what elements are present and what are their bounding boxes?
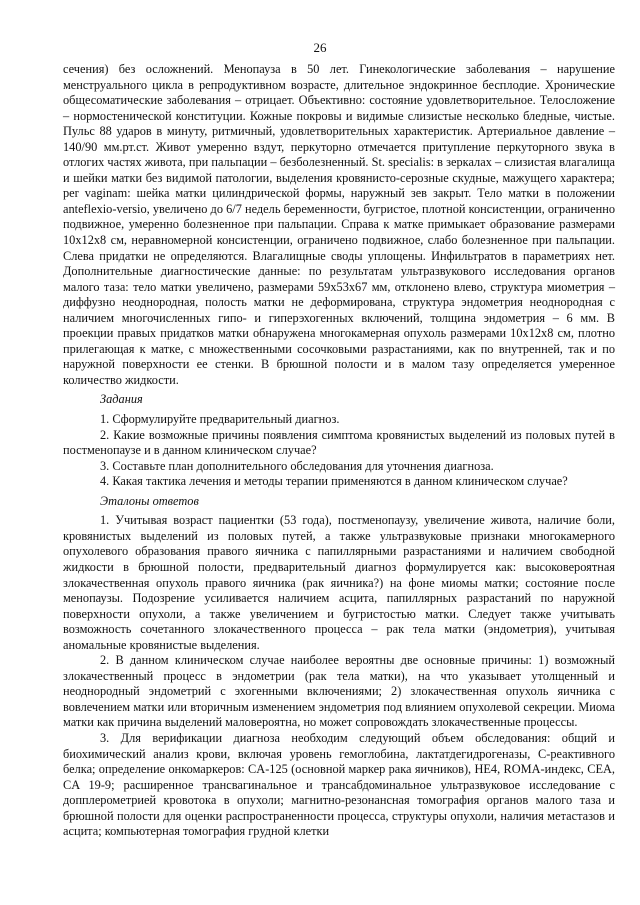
task-item: 1. Сформулируйте предварительный диагноз. bbox=[100, 412, 340, 427]
answer-paragraph: 2. В данном клиническом случае наиболее вероятны две основные причины: 1) возможный злокачественный процесс в эндометрии (рак тела матки), на что указывает утолщенный и неоднородный эндометрий с эхогенными включениями; 2) злокачественная опухоль яичника с вовлечением матки или вторичным изменением эндометрия под влиянием опухолевой секреции. Миома матки как причина выделений маловероятна, но может сопровождать злокачественные процессы. bbox=[63, 653, 615, 730]
page-number: 26 bbox=[313, 40, 327, 55]
task-item: 4. Какая тактика лечения и методы терапии применяются в данном клиническом случае? bbox=[100, 474, 568, 489]
task-item: 3. Составьте план дополнительного обследования для уточнения диагноза. bbox=[100, 458, 494, 473]
case-paragraph: сечения) без осложнений. Менопауза в 50 лет. Гинекологические заболевания – нарушение менструального цикла в репродуктивном возрасте, длительное эндокринное бесплодие. Хронические общесоматические заболевания – отрицает. Объективно: состояние удовлетворительное. Телосложение – нормостенической конституции. Кожные покровы и видимые слизистые несколько бледные, чистые. Пульс 88 ударов в минуту, ритмичный, удовлетворительных характеристик. Артериальное давление – 140/90 мм.рт.ст. Живот умеренно вздут, перкуторно отмечается притупление перкуторного звука в отлогих частях живота, при пальпации – безболезненный. St. specialis: в зеркалах – слизистая влагалища и шейки матки без видимой патологии, выделения кровянисто-серозные скудные, мажущего характера; per vaginam: шейка матки цилиндрической формы, наружный зев закрыт. Тело матки в положении anteflexio-versio, увеличено до 6/7 недель беременности, бугристое, плотной консистенции, ограниченно подвижное, умеренно болезненное при пальпации. Справа к матке примыкает образование размерами 10x12x8 см, неравномерной консистенции, ограничено подвижное, слабо болезненное при пальпации. Слева придатки не определяются. Влагалищные своды уплощены. Инфильтратов в параметриях нет. Дополнительные диагностические данные: по результатам ультразвукового исследования органов малого таза: тело матки увеличено, размерами 59x53x67 мм, отклонено влево, структура миометрия – диффузно неоднородная, полость матки не деформирована, структура эндометрия неоднородная с наличием многочисленных гипо- и гиперэхогенных включений, толщина эндометрия – 6 мм. В проекции правых придатков матки обнаружена многокамерная опухоль размерами 10x12x8 см, плотно прилегающая к матке, с множественными сосочковыми разрастаниями, как по внутренней, так и по наружной поверхности ее стенки. В брюшной полости и в малом тазу определяется умеренное количество жидкости. bbox=[63, 62, 615, 387]
answer-paragraph: 3. Для верификации диагноза необходим следующий объем обследования: общий и биохимический анализ крови, включая уровень гемоглобина, лактатдегидрогеназы, С-реактивного белка; определение онкомаркеров: CA-125 (основной маркер рака яичников), HE4, ROMA-индекс, CEA, CA 19-9; расширенное трансвагинальное и трансабдоминальное ультразвуковое исследование с допплерометрией кровотока в опухоли; магнитно-резонансная томография органов малого таза и брюшной полости для оценки распространенности процесса, структуры опухоли, наличия метастазов и асцита; компьютерная томография грудной клетки bbox=[63, 730, 615, 839]
page-content bbox=[63, 62, 615, 840]
task-item: 2. Какие возможные причины появления симптома кровянистых выделений из половых путей в постменопаузе и в данном клиническом случае? bbox=[63, 427, 615, 458]
tasks-heading: Задания bbox=[100, 392, 143, 407]
answers-heading: Эталоны ответов bbox=[100, 493, 199, 508]
answer-paragraph: 1. Учитывая возраст пациентки (53 года), постменопаузу, увеличение живота, наличие боли, кровянистых выделений из половых путей, а также ультразвуковые признаки многокамерного опухолевого образования правого яичника с папиллярными разрастаниями и наличием свободной жидкости в брюшной полости, предварительный диагноз формулируется как: высоковероятная злокачественная опухоль правого яичника (рак яичника?) на фоне миомы матки; состояние после менопаузы. Подозрение усиливается наличием асцита, папиллярных разрастаний по наружной поверхности опухоли, а также увеличением и бугристостью матки. Следует также учитывать возможность сочетанного злокачественного процесса – рак тела матки (эндометрия), учитывая аномальные кровянистые выделения. bbox=[63, 513, 615, 652]
